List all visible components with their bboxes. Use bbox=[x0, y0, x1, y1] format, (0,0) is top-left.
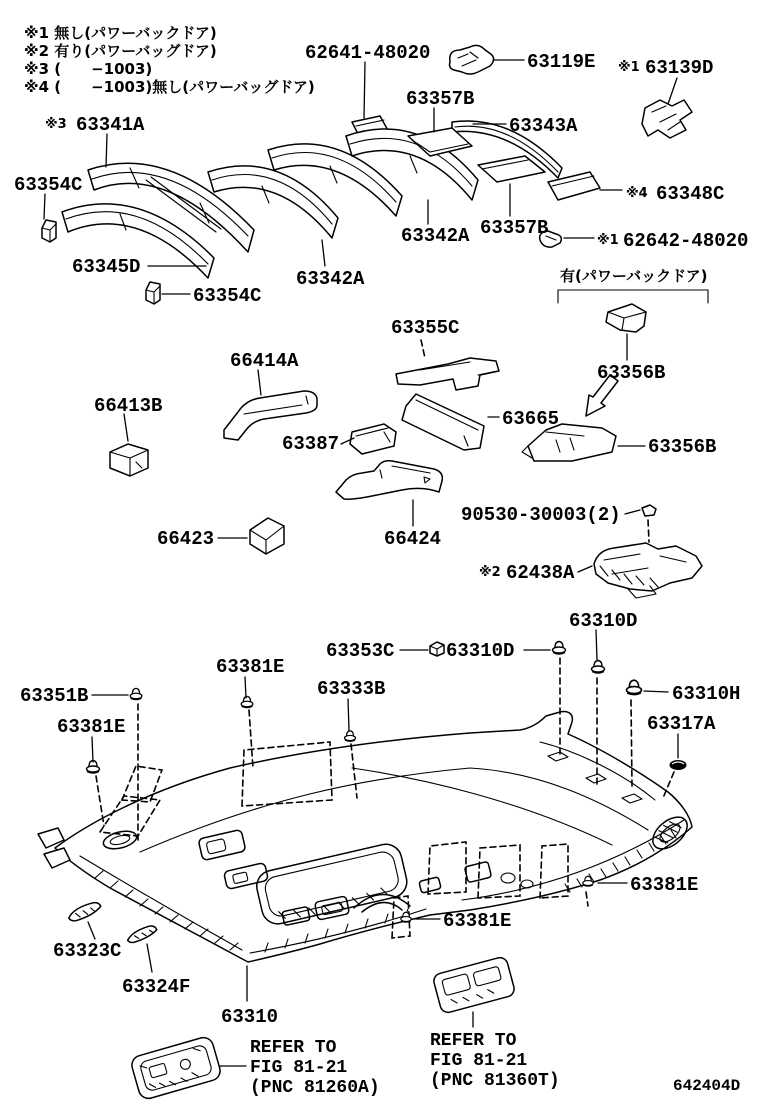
part-66424-drawing bbox=[336, 461, 442, 499]
label-63354c-2: 63354C bbox=[193, 285, 262, 307]
clip-63310d-top-icon bbox=[592, 661, 605, 674]
overhead-console-drawing bbox=[432, 956, 516, 1014]
footnote-3: ※3 ( −1003) bbox=[24, 60, 153, 78]
refer-note-2 bbox=[430, 1031, 560, 1091]
label-63324f: 63324F bbox=[122, 976, 191, 998]
clip-63353c-cube-icon bbox=[430, 642, 444, 656]
part-66423-drawing bbox=[250, 518, 284, 554]
label-63333b: 63333B bbox=[317, 678, 386, 700]
label-62642-48020: 62642-48020 bbox=[623, 230, 749, 252]
label-63356b-upper: 63356B bbox=[597, 362, 666, 384]
footnote-1: ※1 無し(パワーバックドア) bbox=[24, 24, 217, 42]
label-63381e-center: 63381E bbox=[443, 910, 512, 932]
clip-63351b-icon bbox=[130, 688, 142, 699]
label-63357b-1: 63357B bbox=[406, 88, 475, 110]
map-lamp-assembly-drawing bbox=[130, 1035, 223, 1100]
part-63354c-clip1-drawing bbox=[42, 220, 56, 242]
label-63353c: 63353C bbox=[326, 640, 395, 662]
part-63323c-drawing bbox=[67, 900, 103, 922]
footnote-4: ※4 ( −1003)無し(パワーバッグドア) bbox=[24, 78, 315, 96]
label-62641-48020: 62641-48020 bbox=[305, 42, 431, 64]
part-63356b-upper-drawing bbox=[606, 304, 646, 332]
label-63310: 63310 bbox=[221, 1006, 279, 1028]
label-66423: 66423 bbox=[157, 528, 215, 550]
label-63341a: 63341A bbox=[76, 114, 145, 136]
refer1-line3: (PNC 81260A) bbox=[250, 1078, 380, 1098]
label-90530-30003: 90530-30003(2) bbox=[461, 504, 621, 526]
part-63355c-drawing bbox=[396, 358, 499, 390]
label-63310h: 63310H bbox=[672, 683, 741, 705]
label-63323c: 63323C bbox=[53, 940, 122, 962]
clip-63310h-icon bbox=[627, 680, 642, 694]
refer1-line1: REFER TO bbox=[250, 1038, 337, 1058]
label-63317a: 63317A bbox=[647, 713, 716, 735]
label-63357b-2: 63357B bbox=[480, 217, 549, 239]
label-63356b-lower: 63356B bbox=[648, 436, 717, 458]
clip-63381e-upper-icon bbox=[241, 696, 253, 707]
label-62438a-prefix: ※2 bbox=[479, 565, 501, 580]
label-66414a: 66414A bbox=[230, 350, 299, 372]
label-63310d-chain: 63310D bbox=[446, 640, 515, 662]
diagram-code: 642404D bbox=[673, 1077, 741, 1095]
label-63342a-right: 63342A bbox=[401, 225, 470, 247]
label-63381e-left: 63381E bbox=[57, 716, 126, 738]
part-90530-clip-drawing bbox=[642, 505, 656, 516]
label-63381e-upper: 63381E bbox=[216, 656, 285, 678]
clip-63310d-chain-icon bbox=[553, 642, 566, 655]
part-63119e-drawing bbox=[450, 45, 494, 74]
label-63665: 63665 bbox=[502, 408, 560, 430]
label-63351b: 63351B bbox=[20, 685, 89, 707]
group-bracket bbox=[558, 290, 708, 303]
clip-63333b-icon bbox=[344, 731, 355, 742]
label-63342a-left: 63342A bbox=[296, 268, 365, 290]
label-62438a: 62438A bbox=[506, 562, 575, 584]
label-63310d-top: 63310D bbox=[569, 610, 638, 632]
label-63139d-prefix: ※1 bbox=[618, 60, 640, 75]
part-63387-drawing bbox=[350, 424, 396, 454]
label-63348c-prefix: ※4 bbox=[626, 186, 648, 201]
label-63345d: 63345D bbox=[72, 256, 141, 278]
label-63354c-1: 63354C bbox=[14, 174, 83, 196]
label-63348c: 63348C bbox=[656, 183, 725, 205]
part-63310-headliner-drawing bbox=[38, 711, 693, 962]
footnote-2: ※2 有り(パワーバッグドア) bbox=[24, 42, 217, 60]
label-62642-48020-prefix: ※1 bbox=[597, 233, 619, 248]
label-63355c: 63355C bbox=[391, 317, 460, 339]
group-label: 有(パワーバックドア) bbox=[560, 267, 708, 285]
clip-63317a-icon bbox=[670, 761, 686, 770]
refer2-line3: (PNC 81360T) bbox=[430, 1071, 560, 1091]
part-63324f-drawing bbox=[126, 924, 159, 944]
footnotes bbox=[24, 24, 315, 96]
label-66413b: 66413B bbox=[94, 395, 163, 417]
refer2-line1: REFER TO bbox=[430, 1031, 517, 1051]
label-63381e-midright: 63381E bbox=[630, 874, 699, 896]
label-63343a: 63343A bbox=[509, 115, 578, 137]
part-63665-drawing bbox=[402, 394, 484, 450]
refer-note-1 bbox=[250, 1038, 380, 1098]
label-63119e: 63119E bbox=[527, 51, 596, 73]
part-62438a-drawing bbox=[594, 543, 702, 598]
refer1-line2: FIG 81-21 bbox=[250, 1058, 348, 1078]
label-66424: 66424 bbox=[384, 528, 442, 550]
label-63139d: 63139D bbox=[645, 57, 714, 79]
label-63387: 63387 bbox=[282, 433, 340, 455]
part-63139d-drawing bbox=[642, 100, 692, 138]
part-63354c-clip2-drawing bbox=[146, 282, 160, 304]
part-66413b-drawing bbox=[110, 444, 148, 476]
part-63357b-pad2-drawing bbox=[478, 156, 545, 182]
refer2-line2: FIG 81-21 bbox=[430, 1051, 528, 1071]
label-63341a-prefix: ※3 bbox=[45, 117, 67, 132]
